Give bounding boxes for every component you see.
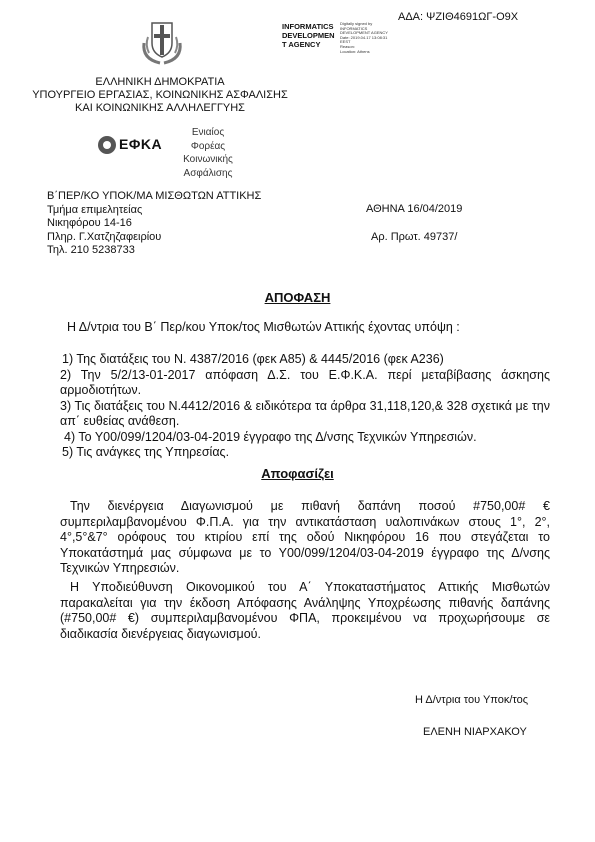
- consideration-item: 3) Τις διατάξεις του Ν.4412/2016 & ειδικότερα τα άρθρα 31,118,120,& 328 σχετικά με την απ΄ ευθείας ανάθεση.: [60, 398, 550, 428]
- sender-address: Νικηφόρου 14-16: [47, 217, 132, 229]
- considerations-list: [60, 352, 550, 461]
- header-line-1: ΕΛΛΗΝΙΚΗ ΔΗΜΟΚΡΑΤΙΑ: [95, 76, 225, 88]
- stamp-fine-line: EEST: [340, 39, 351, 45]
- document-title: ΑΠΟΦΑΣΗ: [264, 290, 331, 305]
- protocol-number: Αρ. Πρωτ. 49737/: [371, 231, 458, 243]
- efka-mark-icon: [97, 135, 117, 155]
- stamp-line-2: DEVELOPMEN: [282, 31, 335, 40]
- stamp-fine-line: DEVELOPMENT AGENCY: [340, 30, 388, 36]
- decision-heading: Αποφασίζει: [261, 466, 334, 481]
- efka-line: Ενιαίος: [191, 127, 225, 138]
- consideration-item: 4) Το Υ00/099/1204/03-04-2019 έγγραφο της Δ/νσης Τεχνικών Υπηρεσιών.: [64, 429, 477, 444]
- decision-paragraph: [60, 580, 550, 642]
- stamp-line-1: INFORMATICS: [282, 22, 334, 31]
- coat-of-arms-icon: [140, 15, 184, 67]
- ada-code: ΑΔΑ: ΨΖΙΘ4691ΩΓ-Ο9Χ: [398, 11, 519, 23]
- signature-stamp: [282, 22, 335, 49]
- sender-phone: Τηλ. 210 5238733: [47, 244, 135, 256]
- sender-block: [47, 190, 261, 258]
- efka-line: Κοινωνικής: [183, 154, 233, 165]
- efka-logo: [97, 135, 163, 155]
- header-line-3: ΚΑΙ ΚΟΙΝΩΝΙΚΗΣ ΑΛΛΗΛΕΓΓΥΗΣ: [75, 102, 245, 114]
- stamp-fine-print: [340, 22, 388, 54]
- stamp-fine-line: Reason:: [340, 43, 355, 49]
- signature-name: ΕΛΕΝΗ ΝΙΑΡΧΑΚΟΥ: [423, 726, 527, 738]
- intro-text: Η Δ/ντρια του Β΄ Περ/κου Υποκ/τος Μισθωτών Αττικής έχοντας υπόψη :: [67, 320, 460, 334]
- signature-role: Η Δ/ντρια του Υποκ/τος: [415, 694, 528, 706]
- decision-paragraph-text: Την διενέργεια Διαγωνισμού με πιθανή δαπάνη ποσού #750,00# € συμπεριλαμβανομένου Φ.Π.Α. για την αντικατάσταση υαλοπινάκων στους 1°, 2°, 4°,5°&7° ορόφους του κτιρίου επί της οδού Νικηφόρου 16 που στεγάζεται το Υποκατάστημά μας σύμφωνα με το Υ00/099/1204/03-04-2019 έγγραφο της Δ/νσης Τεχνικών Υπηρεσιών.: [60, 499, 550, 575]
- efka-logo-text: ΕΦΚΑ: [119, 136, 163, 152]
- consideration-item: 5) Τις ανάγκες της Υπηρεσίας.: [62, 445, 230, 459]
- stamp-fine-line: Location: Athens: [340, 48, 370, 54]
- ministry-header: [20, 76, 300, 115]
- sender-contact: Πληρ. Γ.Χατζηζαφειρίου: [47, 230, 162, 243]
- efka-line: Φορέας: [190, 140, 226, 152]
- consideration-item: 2) Την 5/2/13-01-2017 απόφαση Δ.Σ. του Ε.Φ.Κ.Α. περί μεταβίβασης άσκησης αρμοδιοτήτων.: [60, 367, 550, 397]
- header-line-2: ΥΠΟΥΡΓΕΙΟ ΕΡΓΑΣΙΑΣ, ΚΟΙΝΩΝΙΚΗΣ ΑΣΦΑΛΙΣΗΣ: [32, 89, 288, 101]
- sender-department: Τμήμα επιμελητείας: [47, 203, 143, 216]
- document-date: ΑΘΗΝΑ 16/04/2019: [366, 203, 463, 215]
- decision-paragraph-text: Η Υποδιεύθυνση Οικονομικού του Α΄ Υποκαταστήματος Αττικής Μισθωτών παρακαλείται για την έκδοση Απόφασης Ανάληψης Υποχρέωσης πιθανής δαπάνης (#750,00# €) συμπεριλαμβανομένου ΦΠΑ, προκειμένου να προχωρήσουμε σε διαδικασία διενέργειας διαγωνισμού.: [60, 580, 550, 641]
- decision-paragraph: [60, 499, 550, 577]
- sender-office: Β΄ΠΕΡ/ΚΟ ΥΠΟΚ/ΜΑ ΜΙΣΘΩΤΩΝ ΑΤΤΙΚΗΣ: [47, 190, 262, 202]
- stamp-fine-line: INFORMATICS: [340, 25, 368, 31]
- stamp-fine-line: Digitally signed by: [340, 21, 373, 26]
- stamp-fine-line: Date: 2019.04.17 13:08:31: [340, 34, 388, 40]
- consideration-item: 1) Της διατάξεις του Ν. 4387/2016 (φεκ Α85) & 4445/2016 (φεκ Α236): [62, 352, 444, 366]
- efka-line: Ασφάλισης: [183, 167, 233, 179]
- efka-full-name: [175, 126, 241, 180]
- stamp-line-3: T AGENCY: [282, 40, 321, 49]
